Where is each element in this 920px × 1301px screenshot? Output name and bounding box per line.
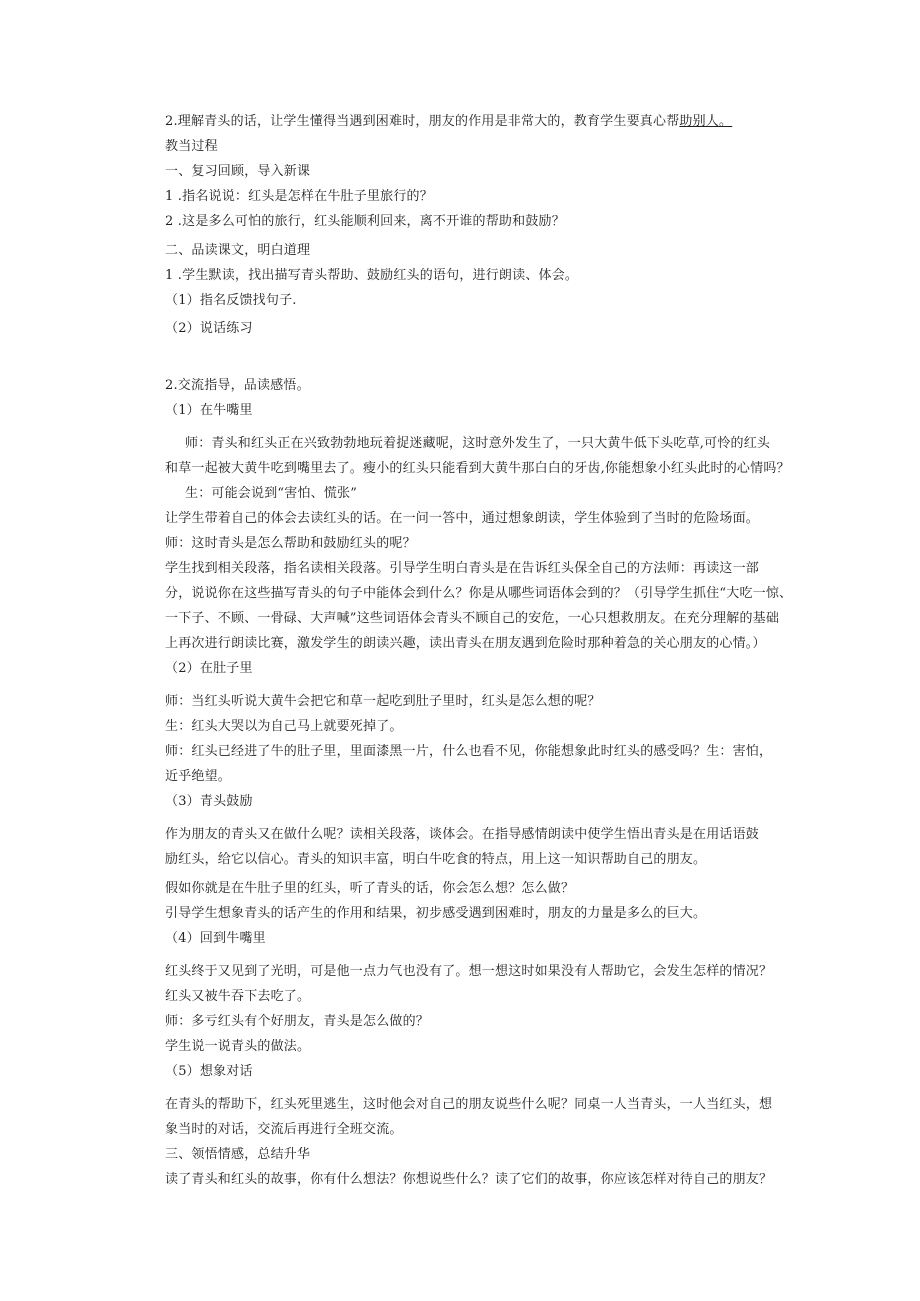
section-1-item-1: 1 .指名说说：红头是怎样在牛肚子里旅行的？ <box>165 189 433 204</box>
paragraph-line: 师：当红头听说大黄牛会把它和草一起吃到肚子里时，红头是怎么想的呢？ <box>165 694 601 709</box>
section-2-heading: 二、品读课文，明白道理 <box>165 243 311 258</box>
paragraph-line: 学生说一说青头的做法。 <box>165 1039 311 1054</box>
paragraph-line: 红头终于又见到了光明，可是他一点力气也没有了。想一想这时如果没有人帮助它，会发生怎样的情况？ <box>165 964 773 979</box>
section-1-item-2: 2 .这是多么可怕的旅行，红头能顺利回来，离不开谁的帮助和鼓励？ <box>165 214 565 229</box>
objective-2-underlined-text: 助别人。 <box>679 114 733 129</box>
subsection-mouth-heading: （1）在牛嘴里 <box>165 403 253 418</box>
paragraph-line: 师：青头和红头正在兴致勃勃地玩着捉迷藏呢，这时意外发生了，一只大黄牛低下头吃草,可怜的红头 <box>185 436 771 451</box>
section-3-heading: 三、领悟情感，总结升华 <box>165 1147 311 1162</box>
paragraph-line: 学生找到相关段落，指名读相关段落。引导学生明白青头是在告诉红头保全自己的方法师：再读这一部 <box>165 561 760 576</box>
paragraph-line: 让学生带着自己的体会去读红头的话。在一问一答中，通过想象朗读，学生体验到了当时的危险场面。 <box>165 511 760 526</box>
section-1-heading: 一、复习回顾，导入新课 <box>165 164 311 179</box>
paragraph-line: 励红头，给它以信心。青头的知识丰富，明白牛吃食的特点，用上这一知识帮助自己的朋友。 <box>165 852 707 867</box>
paragraph-line: 分，说说你在这些描写青头的句子中能体会到什么？你是从哪些词语体会到的？（引导学生抓住“大吃一惊、 <box>165 586 793 601</box>
paragraph-line: 生：可能会说到“害怕、慌张” <box>185 486 358 501</box>
paragraph-line: 引导学生想象青头的话产生的作用和结果，初步感受遇到困难时，朋友的力量是多么的巨大。 <box>165 906 707 921</box>
paragraph-line: 红头又被牛吞下去吃了。 <box>165 989 311 1004</box>
teaching-process-heading: 教当过程 <box>165 139 218 154</box>
objective-2-line <box>165 112 732 132</box>
subsection-back-to-mouth-heading: （4）回到牛嘴里 <box>165 931 266 946</box>
paragraph-line: 师：红头已经进了牛的肚子里，里面漆黑一片，什么也看不见，你能想象此时红头的感受吗？生：害怕， <box>165 744 773 759</box>
objective-2-text: 2.理解青头的话，让学生懂得当遇到困难时，朋友的作用是非常大的，教育学生要真心帮 <box>165 114 680 129</box>
paragraph-line: 一下子、不顾、一骨碌、大声喊”这些词语体会青头不顾自己的安危，一心只想救朋友。在充分理解的基础 <box>165 611 780 626</box>
paragraph-line: 假如你就是在牛肚子里的红头，听了青头的话，你会怎么想？怎么做？ <box>165 881 575 896</box>
paragraph-line: 师：多亏红头有个好朋友，青头是怎么做的？ <box>165 1014 430 1029</box>
paragraph-line: 师：这时青头是怎么帮助和鼓励红头的呢？ <box>165 536 416 551</box>
section-2-item-2: 2.交流指导，品读感悟。 <box>165 378 310 393</box>
subsection-belly-heading: （2）在肚子里 <box>165 661 253 676</box>
section-2-sub-1: （1）指名反馈找句子. <box>165 293 297 308</box>
paragraph-line: 近乎绝望。 <box>165 769 232 784</box>
paragraph-line: 在青头的帮助下，红头死里逃生，这时他会对自己的朋友说些什么呢？同桌一人当青头，一人当红头，想 <box>165 1097 773 1112</box>
paragraph-line: 上再次进行朗读比赛，激发学生的朗读兴趣，读出青头在朋友遇到危险时那种着急的关心朋友的心情。） <box>165 636 766 651</box>
paragraph-line: 和草一起被大黄牛吃到嘴里去了。瘦小的红头只能看到大黄牛那白白的牙齿,你能想象小红头此时的心情吗？ <box>165 461 790 476</box>
paragraph-line: 生：红头大哭以为自己马上就要死掉了。 <box>165 719 403 734</box>
section-2-sub-2: （2）说话练习 <box>165 321 253 336</box>
paragraph-line: 象当时的对话，交流后再进行全班交流。 <box>165 1122 403 1137</box>
subsection-encourage-heading: （3）青头鼓励 <box>165 794 253 809</box>
paragraph-line: 读了青头和红头的故事，你有什么想法？你想说些什么？读了它们的故事，你应该怎样对待自己的朋友？ <box>165 1172 773 1187</box>
subsection-dialogue-heading: （5）想象对话 <box>165 1064 253 1079</box>
section-2-item-1: 1 .学生默读，找出描写青头帮助、鼓励红头的语句，进行朗读、体会。 <box>165 268 579 283</box>
paragraph-line: 作为朋友的青头又在做什么呢？读相关段落，谈体会。在指导感情朗读中使学生悟出青头是在用话语鼓 <box>165 827 760 842</box>
